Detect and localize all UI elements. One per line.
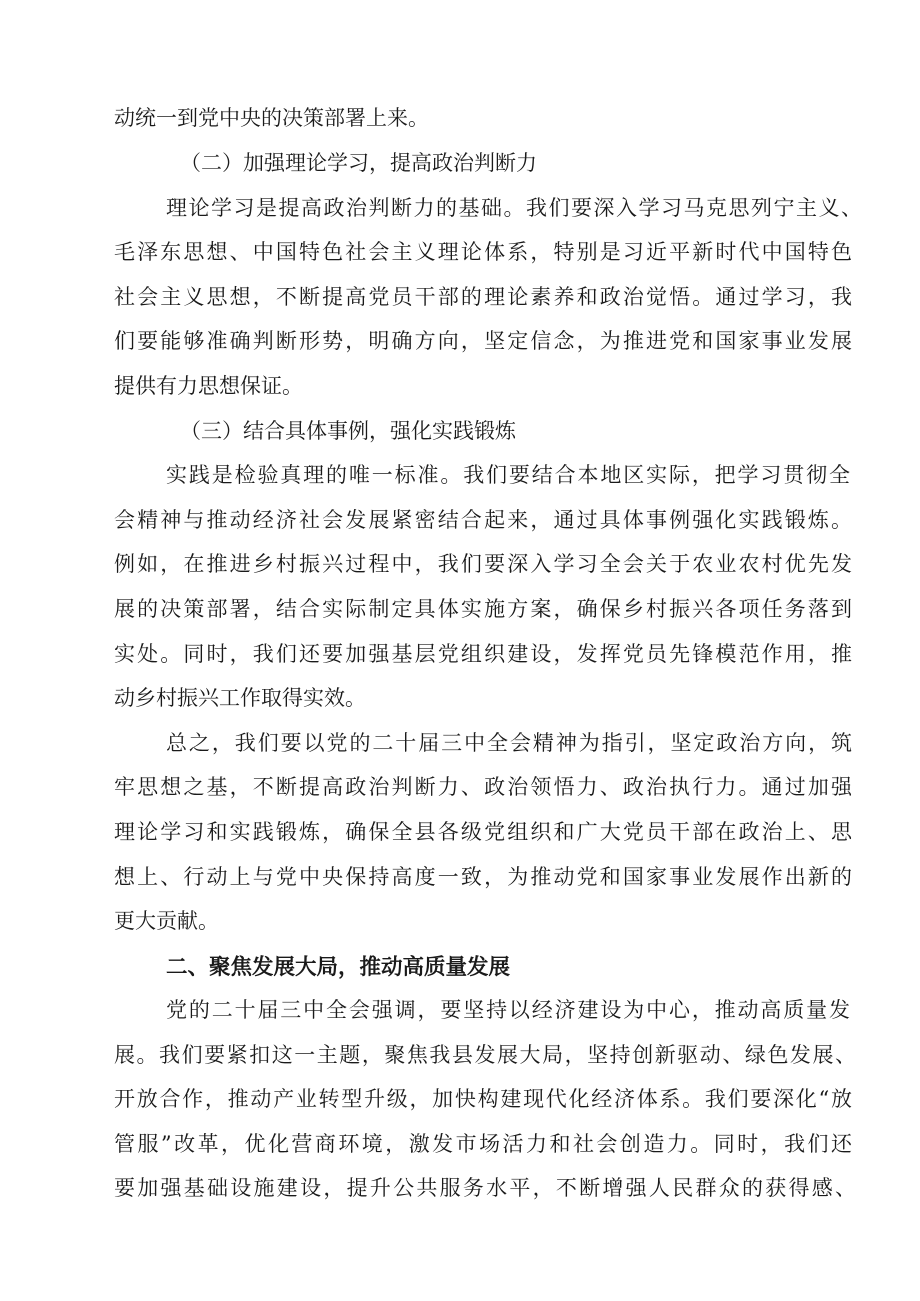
text-line <box>0 855 920 899</box>
subsection-heading <box>0 141 920 185</box>
section-heading <box>0 946 920 990</box>
text-line <box>0 632 920 676</box>
text-line <box>0 721 920 765</box>
text-line <box>0 275 920 319</box>
text-line <box>0 1077 920 1121</box>
text-line <box>0 96 920 140</box>
text-line <box>0 810 920 854</box>
line-text: 展的决策部署，结合实际制定具体实施方案，确保乡村振兴各项任务落到 <box>114 597 852 621</box>
line-text: 实践是检验真理的唯一标准。我们要结合本地区实际，把学习贯彻全 <box>166 463 850 487</box>
line-text: 动乡村振兴工作取得实效。 <box>114 686 366 710</box>
text-line <box>0 988 920 1032</box>
line-text: 例如，在推进乡村振兴过程中，我们要深入学习全会关于农业农村优先发 <box>114 552 852 576</box>
text-line <box>0 1033 920 1077</box>
line-text: 总之，我们要以党的二十届三中全会精神为指引，坚定政治方向，筑 <box>166 731 852 755</box>
line-text: 想上、行动上与党中央保持高度一致，为推动党和国家事业发展作出新的 <box>114 865 852 889</box>
line-text: 理论学习和实践锻炼，确保全县各级党组织和广大党员干部在政治上、思 <box>114 820 852 844</box>
line-text: 们要能够准确判断形势，明确方向，坚定信念，为推进党和国家事业发展 <box>114 329 852 353</box>
text-line <box>0 542 920 586</box>
line-text: 动统一到党中央的决策部署上来。 <box>114 106 429 130</box>
text-line <box>0 765 920 809</box>
text-line <box>0 453 920 497</box>
text-line <box>0 1166 920 1210</box>
line-text: 社会主义思想，不断提高党员干部的理论素养和政治觉悟。通过学习，我 <box>114 285 852 309</box>
line-text: 展。我们要紧扣这一主题，聚焦我县发展大局，坚持创新驱动、绿色发展、 <box>114 1043 856 1067</box>
line-text: 二、聚焦发展大局，推动高质量发展 <box>166 955 511 980</box>
text-line <box>0 186 920 230</box>
line-text: 提供有力思想保证。 <box>114 374 303 398</box>
text-line <box>0 498 920 542</box>
line-text: 更大贡献。 <box>114 909 219 933</box>
text-line <box>0 587 920 631</box>
line-text: 实处。同时，我们还要加强基层党组织建设，发挥党员先锋模范作用，推 <box>114 642 852 666</box>
line-text: 要加强基础设施建设，提升公共服务水平，不断增强人民群众的获得感、 <box>114 1176 856 1200</box>
text-line <box>0 676 920 720</box>
line-text: 会精神与推动经济社会发展紧密结合起来，通过具体事例强化实践锻炼。 <box>114 508 852 532</box>
text-line <box>0 230 920 274</box>
text-line <box>0 319 920 363</box>
text-line <box>0 364 920 408</box>
line-text: 理论学习是提高政治判断力的基础。我们要深入学习马克思列宁主义、 <box>166 196 862 220</box>
text-line <box>0 1122 920 1166</box>
line-text: 毛泽东思想、中国特色社会主义理论体系，特别是习近平新时代中国特色 <box>114 240 852 264</box>
line-text: 开放合作，推动产业转型升级，加快构建现代化经济体系。我们要深化“放 <box>114 1087 852 1111</box>
line-text: 党的二十届三中全会强调，要坚持以经济建设为中心，推动高质量发 <box>166 998 850 1022</box>
line-text: 牢思想之基，不断提高政治判断力、政治领悟力、政治执行力。通过加强 <box>114 775 852 799</box>
line-text: （三）结合具体事例，强化实践锻炼 <box>180 419 516 443</box>
text-line <box>0 899 920 943</box>
subsection-heading <box>0 409 920 453</box>
line-text: 管服”改革，优化营商环境，激发市场活力和社会创造力。同时，我们还 <box>114 1132 852 1156</box>
line-text: （二）加强理论学习，提高政治判断力 <box>180 151 537 175</box>
